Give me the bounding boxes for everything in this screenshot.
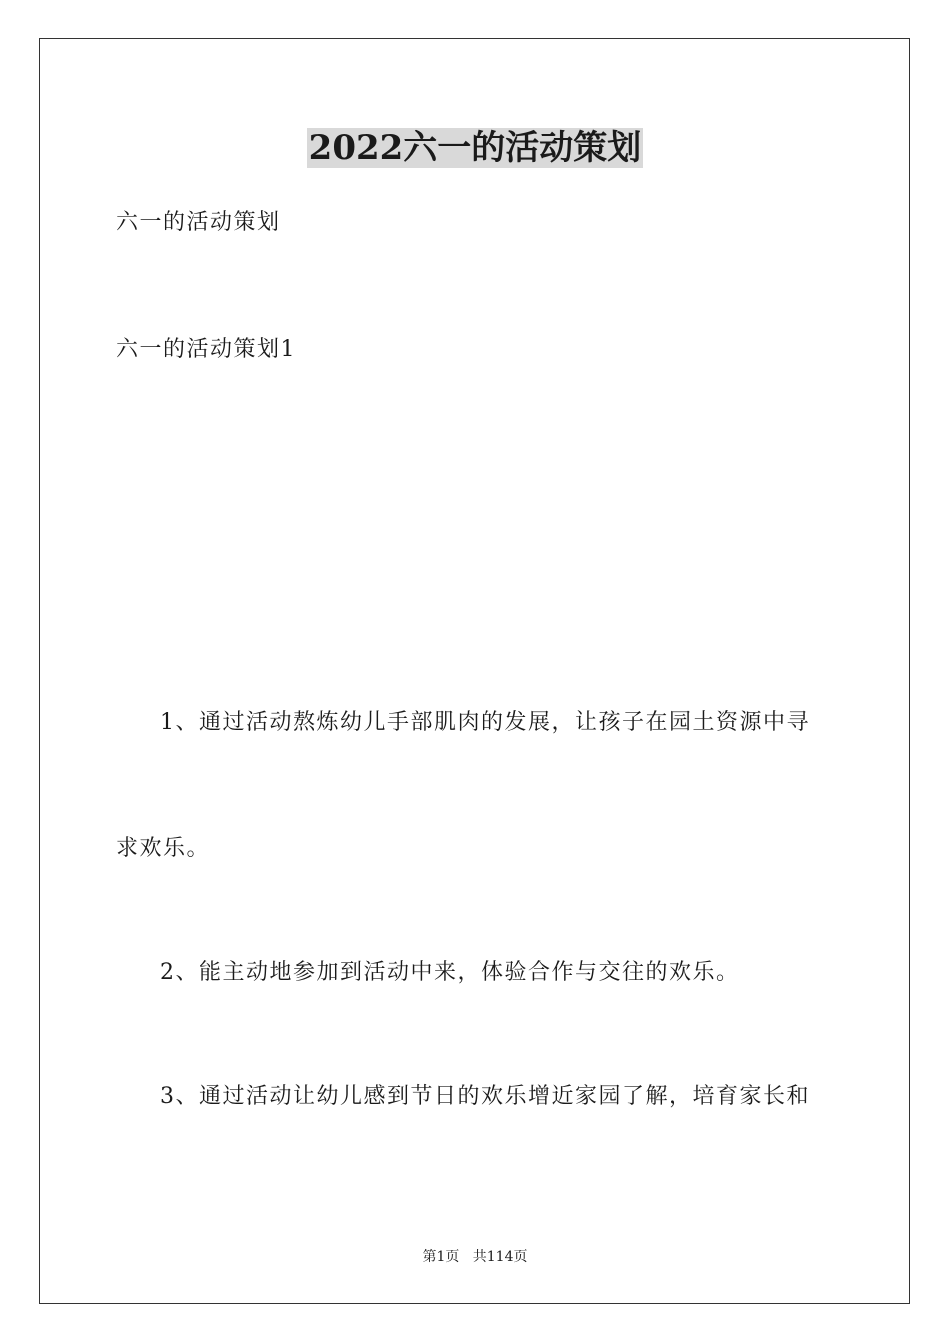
page-footer: 第1页 共114页 (422, 1249, 528, 1265)
paragraph-heading: 六一的活动策划 (116, 210, 281, 235)
document-title (0, 126, 950, 170)
document-title-text: 2022六一的活动策划 (308, 128, 642, 168)
paragraph-item-1: 1、通过活动熬炼幼儿手部肌肉的发展，让孩子在园土资源中寻 (160, 710, 810, 735)
paragraph-item-3: 3、通过活动让幼儿感到节日的欢乐增近家园了解，培育家长和 (160, 1084, 810, 1109)
paragraph-item-2: 2、能主动地参加到活动中来，体验合作与交往的欢乐。 (160, 960, 740, 985)
paragraph-subheading: 六一的活动策划1 (116, 337, 296, 362)
paragraph-item-1-continued: 求欢乐。 (116, 836, 211, 861)
